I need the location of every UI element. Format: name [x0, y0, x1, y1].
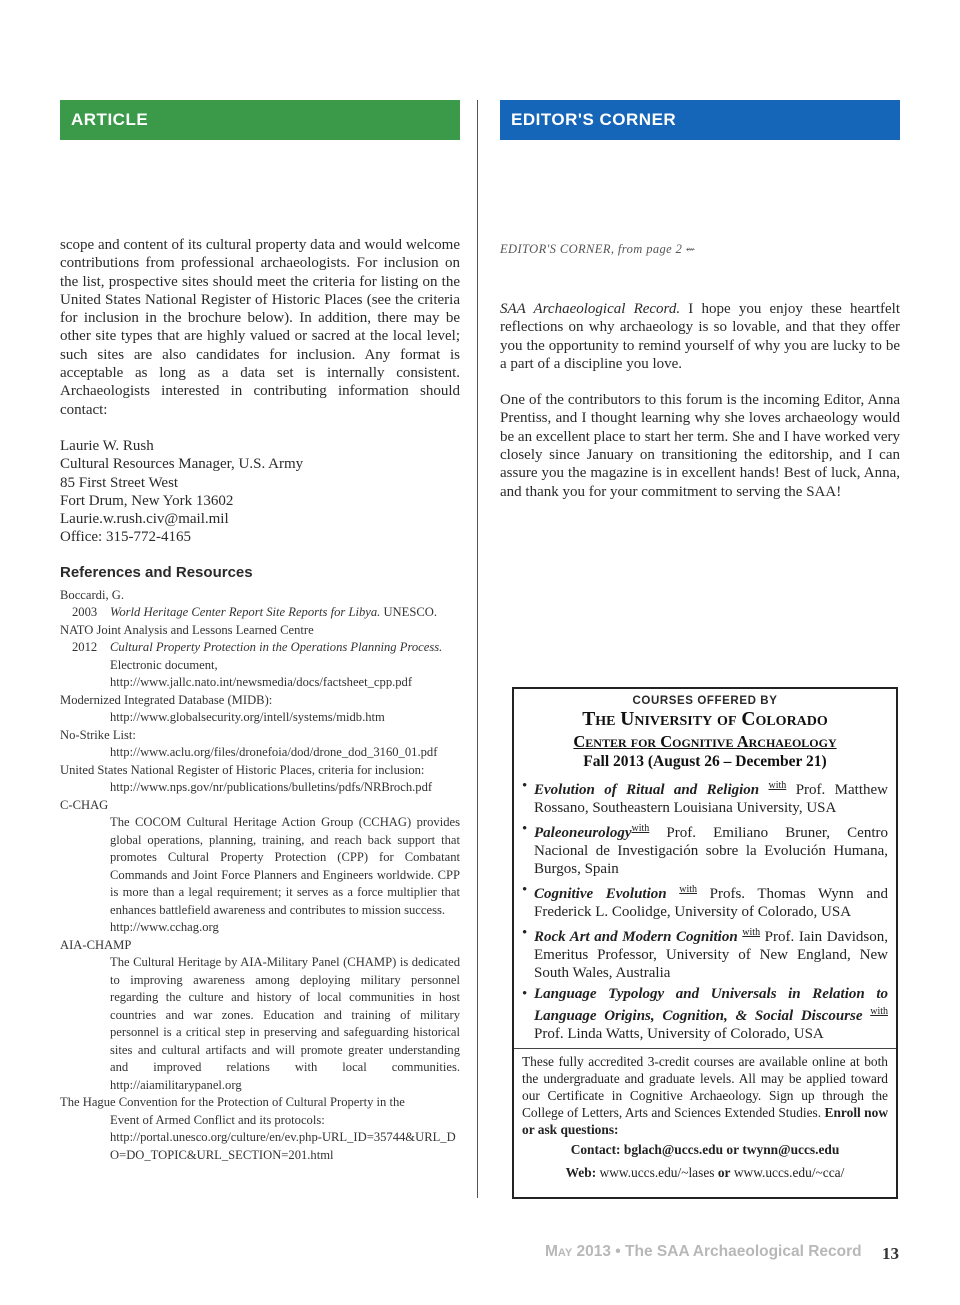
footer-date: May 2013	[545, 1243, 611, 1260]
with-label: with	[631, 823, 650, 834]
reference-item: NATO Joint Analysis and Lessons Learned Centre 2012 Cultural Property Protection in the Operations Planning Process. Electronic document, http://www.jallc.nato.int/newsmedia/docs/factsheet_cpp.pdf	[60, 622, 460, 692]
reference-author: Boccardi, G.	[60, 587, 124, 602]
column-divider	[477, 100, 478, 1198]
course-instructor: Prof. Matthew Rossano, Southeastern Louisiana University, USA	[534, 782, 889, 816]
reference-author: The Hague Convention for the Protection of Cultural Property in the	[60, 1095, 405, 1110]
course-instructor: Profs. Thomas Wynn and Frederick L. Coolidge, University of Colorado, USA	[534, 886, 889, 920]
course-title: Cognitive Evolution	[534, 886, 667, 902]
editor-paragraph-2: One of the contributors to this forum is the incoming Editor, Anna Prentiss, and I thought learning why she loves archaeology would be an excellent place to start her term. She and I have worked very closely since January on transitioning the editorship, and I can assure you the magazine is in excellent hands! Best of luck, Anna, and thank you for your commitment to serving the SAA!	[500, 392, 900, 500]
ad-center: Center for Cognitive Archaeology	[573, 732, 837, 751]
ad-university: The University of Colorado	[582, 709, 828, 730]
enroll-callout: Enroll now or ask questions:	[522, 1105, 888, 1137]
footer-journal: The SAA Archaeological Record	[625, 1243, 862, 1260]
course-title: Language Typology and Universals in Relation to Language Origins, Cognition, & Social Discourse	[534, 986, 888, 1024]
reference-link[interactable]: http://www.jallc.nato.int/newsmedia/docs/factsheet_cpp.pdf	[110, 675, 413, 690]
ad-divider	[514, 1048, 896, 1049]
course-item	[522, 924, 888, 982]
reference-author: AIA-CHAMP	[60, 937, 132, 952]
reference-link[interactable]: http://www.nps.gov/nr/publications/bulletins/pdfs/NRBroch.pdf	[110, 780, 433, 795]
course-instructor: Prof. Linda Watts, University of Colorado, USA	[534, 1026, 824, 1042]
reference-title: World Heritage Center Report Site Reports for Libya.	[110, 605, 381, 620]
ad-web: Web: www.uccs.edu/~lases or www.uccs.edu/~cca/	[565, 1165, 845, 1180]
contact-email[interactable]: Laurie.w.rush.civ@mail.mil	[60, 511, 229, 528]
contact-street: 85 First Street West	[60, 474, 179, 491]
with-label: with	[870, 1006, 889, 1017]
ad-heading: COURSES OFFERED BY	[632, 695, 778, 707]
footer-bullet: •	[615, 1243, 621, 1260]
reference-author: Modernized Integrated Database (MIDB):	[60, 692, 273, 707]
reference-item	[60, 937, 460, 1095]
course-item	[522, 777, 888, 817]
web-link[interactable]: www.uccs.edu/~cca/	[733, 1165, 845, 1180]
reference-author: United States National Register of Historic Places, criteria for inclusion:	[60, 762, 425, 777]
with-label: with	[768, 780, 787, 791]
reference-link[interactable]: http://www.aclu.org/files/dronefoia/dod/drone_dod_3160_01.pdf	[110, 745, 438, 760]
ad-term: Fall 2013 (August 26 – December 21)	[583, 753, 827, 770]
editors-corner-banner: EDITOR'S CORNER	[500, 100, 900, 140]
reference-title: Cultural Property Protection in the Operations Planning Process.	[110, 640, 443, 655]
references-heading: References and Resources	[60, 563, 253, 581]
article-banner: ARTICLE	[60, 100, 460, 140]
reference-description: The Cultural Heritage by AIA-Military Panel (CHAMP) is dedicated to improving awareness among deploying military personnel regarding the culture and history of local communities in host countries and war zones. Education and training of military personnel is a critical step in preserving and safeguarding historical sites and cultural artifacts and will promote greater understanding and improved relations with local communities. http://aiamilitarypanel.org	[110, 955, 460, 1092]
reference-author: C-CHAG	[60, 797, 109, 812]
reference-item	[60, 762, 460, 797]
reference-publisher: UNESCO.	[383, 605, 437, 620]
article-column	[60, 236, 460, 1164]
course-title: Evolution of Ritual and Religion	[534, 782, 760, 798]
reference-link[interactable]: http://portal.unesco.org/culture/en/ev.php-URL_ID=35744&URL_DO=DO_TOPIC&URL_SECTION=201.html	[110, 1130, 456, 1162]
reference-link[interactable]: http://www.globalsecurity.org/intell/systems/midb.htm	[110, 710, 385, 725]
contact-title: Cultural Resources Manager, U.S. Army	[60, 456, 304, 473]
article-paragraph: scope and content of its cultural property data and would welcome contributions from professional archaeologists. For inclusion on the list, prospective sites should meet the criteria for listing on the United States National Register of Historic Places (see the criteria for inclusion in the brochure below). In addition, there may be other site types that are highly valued or sacred at the local level; such sites are also candidates for inclusion. Any format is acceptable as long as a data set is internally consistent. Archaeologists interested in contributing information should contact:	[60, 237, 460, 418]
course-item	[522, 820, 888, 878]
page-footer	[545, 1243, 862, 1261]
course-list	[522, 777, 888, 1043]
reference-note: Electronic document,	[110, 657, 218, 672]
magazine-title: SAA Archaeological Record.	[500, 301, 681, 317]
web-link[interactable]: www.uccs.edu/~lases	[599, 1165, 715, 1180]
contact-city: Fort Drum, New York 13602	[60, 492, 234, 509]
reference-author: NATO Joint Analysis and Lessons Learned Centre	[60, 622, 314, 637]
with-label: with	[742, 927, 761, 938]
contact-phone: Office: 315-772-4165	[60, 529, 191, 546]
ad-note: These fully accredited 3-credit courses are available online at both the undergraduate and graduate levels. All may be applied toward our Certificate in Cognitive Archaeology. Sign up through the College of Letters, Arts and Sciences Extended Studies. Enroll now or ask questions:	[522, 1054, 888, 1137]
course-title: Paleoneurology	[534, 825, 632, 841]
continued-from-label	[500, 242, 900, 257]
course-instructor: Prof. Iain Davidson, Emeritus Professor, University of New England, New South Wales, Australia	[534, 929, 889, 981]
reference-author: No-Strike List:	[60, 727, 136, 742]
reference-item	[60, 1094, 460, 1164]
ad-contact: Contact: bglach@uccs.edu or twynn@uccs.edu	[570, 1142, 840, 1157]
editor-column	[500, 242, 900, 519]
page-number: 13	[882, 1244, 899, 1263]
editor-paragraph-1: SAA Archaeological Record. I hope you enjoy these heartfelt reflections on why archaeology is so lovable, and that they offer you the opportunity to remind yourself of why you are lucky to be a part of a discipline you love.	[500, 301, 900, 372]
contact-block	[60, 437, 460, 547]
references-list	[60, 587, 460, 1165]
course-item	[522, 881, 888, 921]
reference-link[interactable]: http://www.cchag.org	[110, 920, 219, 935]
reference-item	[60, 692, 460, 727]
contact-name: Laurie W. Rush	[60, 437, 154, 454]
course-instructor: Prof. Emiliano Bruner, Centro Nacional de Investigación sobre la Evolución Humana, Burgos, Spain	[534, 825, 888, 877]
reference-item	[60, 797, 460, 937]
continued-text: EDITOR'S CORNER, from page 2	[500, 242, 683, 256]
reference-continuation: Event of Armed Conflict and its protocols:	[110, 1112, 325, 1127]
course-title: Rock Art and Modern Cognition	[534, 929, 738, 945]
courses-advertisement	[512, 687, 898, 1199]
reference-item: Boccardi, G. 2003 World Heritage Center Report Site Reports for Libya. UNESCO.	[60, 587, 460, 622]
continued-arrow-icon: ⇜	[685, 244, 696, 256]
reference-item	[60, 727, 460, 762]
contact-email-link[interactable]: bglach@uccs.edu	[623, 1142, 724, 1157]
course-item	[522, 985, 888, 1043]
reference-description: The COCOM Cultural Heritage Action Group (CCHAG) provides global operations, planning, training, and reach back support that promotes Cultural Property Protection (CPP) for Combatant Commands and Joint Force Planners and Engineers worldwide. CPP is more than a legal requirement; it serves as a force multiplier that enhances battlefield awareness and contributes to mission success.	[110, 815, 460, 917]
contact-email-link[interactable]: twynn@uccs.edu	[742, 1142, 840, 1157]
with-label: with	[679, 884, 698, 895]
